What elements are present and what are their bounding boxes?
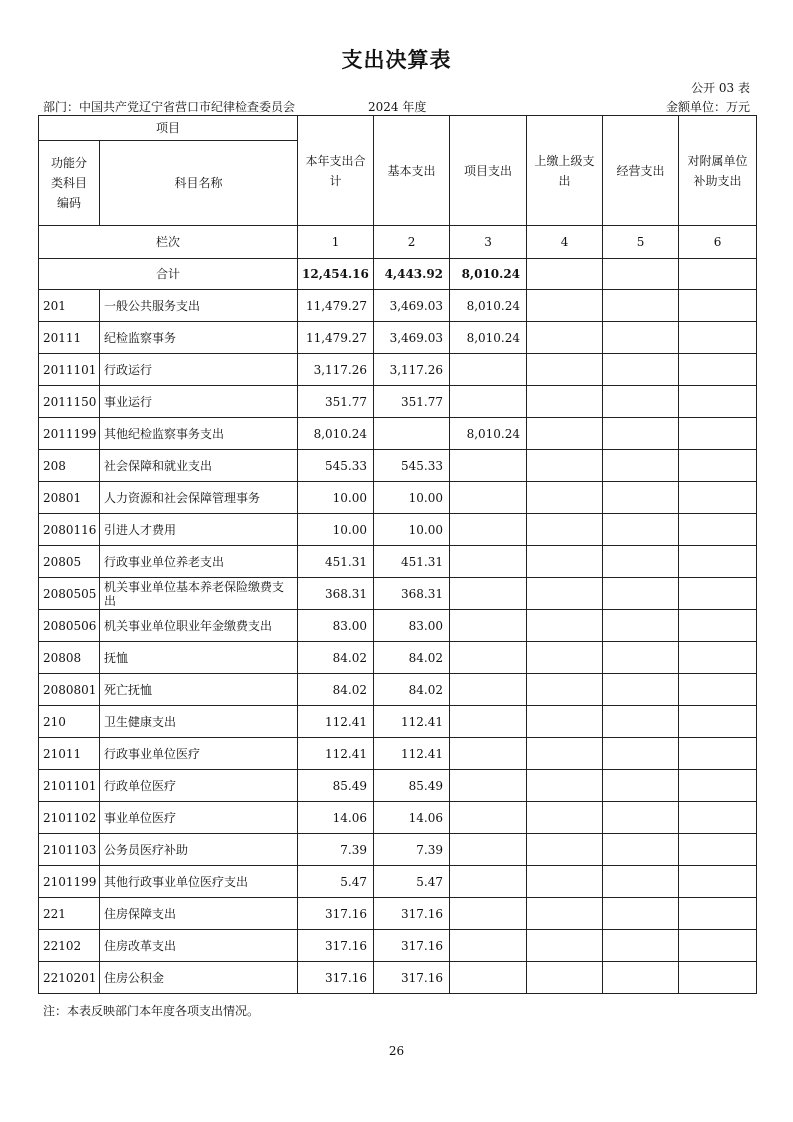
row-code: 201 (39, 290, 100, 322)
row-subsidy (679, 962, 757, 994)
row-total: 10.00 (298, 482, 374, 514)
row-project (450, 578, 527, 610)
row-operating (603, 290, 679, 322)
row-name: 住房公积金 (100, 962, 298, 994)
row-upper (527, 738, 603, 770)
row-subsidy (679, 898, 757, 930)
row-upper (527, 514, 603, 546)
row-total: 84.02 (298, 674, 374, 706)
row-basic: 112.41 (374, 738, 450, 770)
row-project (450, 386, 527, 418)
row-subsidy (679, 834, 757, 866)
row-basic: 84.02 (374, 642, 450, 674)
table-row (39, 802, 757, 834)
row-name: 卫生健康支出 (100, 706, 298, 738)
header-code: 功能分类科目编码 (39, 141, 100, 226)
row-upper (527, 578, 603, 610)
row-project (450, 770, 527, 802)
row-project (450, 706, 527, 738)
row-subsidy (679, 546, 757, 578)
row-project: 8,010.24 (450, 290, 527, 322)
row-upper (527, 322, 603, 354)
row-total: 7.39 (298, 834, 374, 866)
row-upper (527, 706, 603, 738)
row-basic: 112.41 (374, 706, 450, 738)
total-project: 8,010.24 (450, 259, 527, 290)
row-subsidy (679, 386, 757, 418)
row-code: 2080505 (39, 578, 100, 610)
row-name: 机关事业单位职业年金缴费支出 (100, 610, 298, 642)
row-basic: 83.00 (374, 610, 450, 642)
row-name: 死亡抚恤 (100, 674, 298, 706)
row-operating (603, 450, 679, 482)
header-item: 项目 (39, 116, 298, 141)
row-name: 社会保障和就业支出 (100, 450, 298, 482)
row-operating (603, 674, 679, 706)
row-total: 3,117.26 (298, 354, 374, 386)
row-name: 纪检监察事务 (100, 322, 298, 354)
table-row (39, 706, 757, 738)
row-subsidy (679, 514, 757, 546)
row-total: 83.00 (298, 610, 374, 642)
row-code: 20111 (39, 322, 100, 354)
row-code: 221 (39, 898, 100, 930)
table-row (39, 930, 757, 962)
row-total: 8,010.24 (298, 418, 374, 450)
row-operating (603, 642, 679, 674)
row-subsidy (679, 930, 757, 962)
row-total: 85.49 (298, 770, 374, 802)
row-operating (603, 578, 679, 610)
row-project (450, 674, 527, 706)
table-row (39, 898, 757, 930)
table-row (39, 290, 757, 322)
row-name: 行政运行 (100, 354, 298, 386)
row-upper (527, 418, 603, 450)
header-project: 项目支出 (450, 116, 527, 226)
column-number: 4 (527, 226, 603, 259)
row-basic: 451.31 (374, 546, 450, 578)
fiscal-year: 2024 年度 (368, 100, 427, 114)
row-total: 351.77 (298, 386, 374, 418)
row-code: 20805 (39, 546, 100, 578)
total-upper (527, 259, 603, 290)
column-number: 3 (450, 226, 527, 259)
row-code: 2101103 (39, 834, 100, 866)
row-project (450, 450, 527, 482)
row-basic (374, 418, 450, 450)
row-basic: 3,469.03 (374, 290, 450, 322)
total-row (39, 259, 757, 290)
table-row (39, 770, 757, 802)
row-operating (603, 738, 679, 770)
row-code: 2011150 (39, 386, 100, 418)
row-basic: 14.06 (374, 802, 450, 834)
row-project (450, 866, 527, 898)
row-basic: 3,117.26 (374, 354, 450, 386)
row-subsidy (679, 482, 757, 514)
total-subsidy (679, 259, 757, 290)
row-subsidy (679, 322, 757, 354)
table-row (39, 322, 757, 354)
row-code: 208 (39, 450, 100, 482)
row-subsidy (679, 578, 757, 610)
row-basic: 85.49 (374, 770, 450, 802)
row-name: 引进人才费用 (100, 514, 298, 546)
row-total: 84.02 (298, 642, 374, 674)
table-row (39, 866, 757, 898)
table-row (39, 546, 757, 578)
table-row (39, 354, 757, 386)
row-upper (527, 898, 603, 930)
column-number: 6 (679, 226, 757, 259)
row-basic: 317.16 (374, 930, 450, 962)
row-operating (603, 834, 679, 866)
row-operating (603, 770, 679, 802)
column-number: 1 (298, 226, 374, 259)
header-total: 本年支出合计 (298, 116, 374, 226)
header-upper: 上缴上级支出 (527, 116, 603, 226)
page-title: 支出决算表 (341, 48, 452, 72)
row-code: 2101101 (39, 770, 100, 802)
row-operating (603, 514, 679, 546)
table-row (39, 386, 757, 418)
row-name: 住房改革支出 (100, 930, 298, 962)
row-upper (527, 930, 603, 962)
row-basic: 351.77 (374, 386, 450, 418)
row-code: 2101199 (39, 866, 100, 898)
header-name: 科目名称 (100, 141, 298, 226)
row-subsidy (679, 418, 757, 450)
row-total: 11,479.27 (298, 290, 374, 322)
row-operating (603, 866, 679, 898)
row-total: 112.41 (298, 706, 374, 738)
row-project (450, 962, 527, 994)
row-total: 5.47 (298, 866, 374, 898)
row-project (450, 642, 527, 674)
row-subsidy (679, 354, 757, 386)
row-operating (603, 546, 679, 578)
row-subsidy (679, 450, 757, 482)
row-operating (603, 482, 679, 514)
row-basic: 84.02 (374, 674, 450, 706)
row-subsidy (679, 802, 757, 834)
row-basic: 3,469.03 (374, 322, 450, 354)
row-project (450, 930, 527, 962)
row-total: 317.16 (298, 962, 374, 994)
total-basic: 4,443.92 (374, 259, 450, 290)
table-row (39, 610, 757, 642)
row-code: 2101102 (39, 802, 100, 834)
table-row (39, 482, 757, 514)
header-subsidy: 对附属单位补助支出 (679, 116, 757, 226)
row-upper (527, 610, 603, 642)
row-subsidy (679, 770, 757, 802)
table-row (39, 450, 757, 482)
row-code: 210 (39, 706, 100, 738)
total-amount: 12,454.16 (298, 259, 374, 290)
row-code: 2011199 (39, 418, 100, 450)
row-basic: 5.47 (374, 866, 450, 898)
row-upper (527, 834, 603, 866)
row-subsidy (679, 706, 757, 738)
row-code: 21011 (39, 738, 100, 770)
row-operating (603, 930, 679, 962)
row-project (450, 802, 527, 834)
row-upper (527, 802, 603, 834)
row-basic: 317.16 (374, 898, 450, 930)
row-total: 11,479.27 (298, 322, 374, 354)
row-upper (527, 450, 603, 482)
row-name: 住房保障支出 (100, 898, 298, 930)
row-subsidy (679, 610, 757, 642)
column-number: 2 (374, 226, 450, 259)
table-row (39, 642, 757, 674)
row-name: 抚恤 (100, 642, 298, 674)
row-code: 2210201 (39, 962, 100, 994)
row-code: 20808 (39, 642, 100, 674)
amount-unit: 金额单位：万元 (665, 100, 750, 114)
row-project (450, 834, 527, 866)
row-project (450, 514, 527, 546)
header-row-1 (39, 116, 757, 141)
row-basic: 10.00 (374, 482, 450, 514)
row-name: 事业单位医疗 (100, 802, 298, 834)
row-project (450, 482, 527, 514)
row-subsidy (679, 642, 757, 674)
table-row (39, 834, 757, 866)
row-name: 行政事业单位养老支出 (100, 546, 298, 578)
row-upper (527, 546, 603, 578)
row-name: 行政单位医疗 (100, 770, 298, 802)
form-number: 公开 03 表 (691, 81, 750, 95)
row-basic: 368.31 (374, 578, 450, 610)
table-row (39, 962, 757, 994)
row-name: 一般公共服务支出 (100, 290, 298, 322)
row-name: 公务员医疗补助 (100, 834, 298, 866)
row-code: 20801 (39, 482, 100, 514)
row-operating (603, 962, 679, 994)
row-project: 8,010.24 (450, 418, 527, 450)
row-operating (603, 386, 679, 418)
row-subsidy (679, 866, 757, 898)
row-total: 10.00 (298, 514, 374, 546)
row-total: 451.31 (298, 546, 374, 578)
row-subsidy (679, 674, 757, 706)
row-code: 2011101 (39, 354, 100, 386)
row-operating (603, 354, 679, 386)
expenditure-table (38, 115, 757, 994)
table-row (39, 674, 757, 706)
table-row (39, 738, 757, 770)
row-upper (527, 290, 603, 322)
row-project (450, 354, 527, 386)
row-operating (603, 802, 679, 834)
row-upper (527, 770, 603, 802)
row-upper (527, 354, 603, 386)
row-code: 2080506 (39, 610, 100, 642)
row-project (450, 898, 527, 930)
column-number-label: 栏次 (39, 226, 298, 259)
department-label: 部门：中国共产党辽宁省营口市纪律检查委员会 (43, 100, 296, 114)
row-total: 14.06 (298, 802, 374, 834)
row-name: 机关事业单位基本养老保险缴费支出 (100, 578, 298, 610)
row-operating (603, 898, 679, 930)
row-project (450, 546, 527, 578)
table-note: 注：本表反映部门本年度各项支出情况。 (43, 1004, 260, 1018)
header-basic: 基本支出 (374, 116, 450, 226)
row-code: 2080116 (39, 514, 100, 546)
row-operating (603, 418, 679, 450)
header-operating: 经营支出 (603, 116, 679, 226)
total-operating (603, 259, 679, 290)
page-number: 26 (388, 1044, 405, 1058)
row-name: 其他行政事业单位医疗支出 (100, 866, 298, 898)
row-operating (603, 706, 679, 738)
row-upper (527, 866, 603, 898)
row-basic: 545.33 (374, 450, 450, 482)
row-basic: 10.00 (374, 514, 450, 546)
row-name: 事业运行 (100, 386, 298, 418)
table-row (39, 418, 757, 450)
table-row (39, 514, 757, 546)
row-upper (527, 642, 603, 674)
row-subsidy (679, 290, 757, 322)
row-upper (527, 386, 603, 418)
row-subsidy (679, 738, 757, 770)
row-operating (603, 322, 679, 354)
row-upper (527, 482, 603, 514)
row-total: 317.16 (298, 898, 374, 930)
row-project: 8,010.24 (450, 322, 527, 354)
row-total: 368.31 (298, 578, 374, 610)
row-upper (527, 674, 603, 706)
row-basic: 7.39 (374, 834, 450, 866)
column-number: 5 (603, 226, 679, 259)
row-total: 112.41 (298, 738, 374, 770)
row-total: 317.16 (298, 930, 374, 962)
column-number-row (39, 226, 757, 259)
row-total: 545.33 (298, 450, 374, 482)
row-operating (603, 610, 679, 642)
row-name: 人力资源和社会保障管理事务 (100, 482, 298, 514)
table-row (39, 578, 757, 610)
row-name: 其他纪检监察事务支出 (100, 418, 298, 450)
row-basic: 317.16 (374, 962, 450, 994)
row-code: 22102 (39, 930, 100, 962)
row-project (450, 738, 527, 770)
row-upper (527, 962, 603, 994)
row-name: 行政事业单位医疗 (100, 738, 298, 770)
row-project (450, 610, 527, 642)
total-label: 合计 (39, 259, 298, 290)
row-code: 2080801 (39, 674, 100, 706)
